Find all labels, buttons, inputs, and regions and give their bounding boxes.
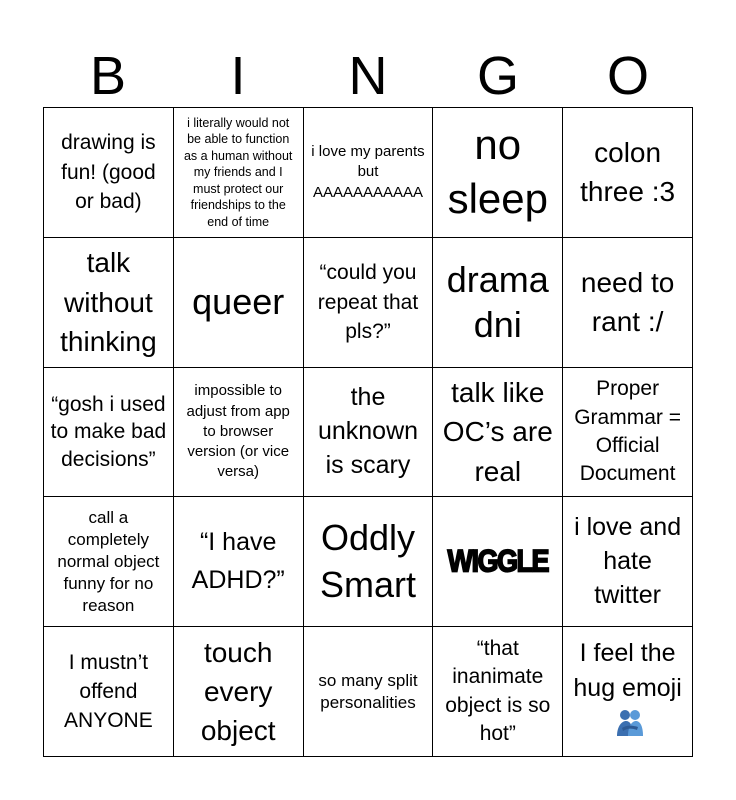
wiggle-text: WIGGLE (447, 543, 549, 579)
bingo-cell[interactable] (44, 238, 174, 368)
cell-text: drama dni (446, 259, 549, 346)
cell-text: no sleep (447, 120, 548, 223)
bingo-cell[interactable] (563, 368, 693, 498)
bingo-cell[interactable] (174, 108, 304, 238)
bingo-cell[interactable] (433, 368, 563, 498)
cell-text: i love my parents but AAAAAAAAAAA (311, 143, 425, 201)
bingo-cell[interactable] (563, 108, 693, 238)
cell-text: talk like OC’s are real (442, 377, 553, 487)
cell-text: impossible to adjust from app to browser version (or vice versa) (186, 382, 290, 481)
bingo-cell[interactable] (174, 627, 304, 757)
cell-text: colon three :3 (580, 137, 676, 208)
people-hugging-svg (614, 706, 646, 738)
bingo-cell[interactable] (433, 627, 563, 757)
bingo-cell[interactable] (433, 238, 563, 368)
bingo-cell[interactable] (174, 497, 304, 627)
bingo-cell[interactable] (44, 368, 174, 498)
cell-text: “that inanimate object is so hot” (445, 636, 551, 745)
bingo-cell[interactable] (44, 497, 174, 627)
cell-text: “could you repeat that pls?” (317, 261, 419, 343)
bingo-cell[interactable] (44, 627, 174, 757)
cell-text: call a completely normal object funny for no reason (57, 507, 160, 615)
bingo-cell[interactable] (44, 108, 174, 238)
cell-text: talk without thinking (60, 247, 157, 357)
people-hugging-icon (614, 706, 646, 748)
cell-text: the unknown is scary (317, 383, 419, 479)
header-letter-g: G (476, 46, 519, 106)
cell-text: I feel the hug emoji (573, 638, 682, 702)
cell-text: Proper Grammar = Official Document (574, 377, 681, 486)
bingo-cell[interactable] (304, 627, 434, 757)
bingo-cell[interactable] (174, 368, 304, 498)
bingo-cell[interactable] (563, 238, 693, 368)
cell-text: so many split personalities (318, 670, 418, 712)
bingo-cell[interactable] (304, 238, 434, 368)
bingo-cell[interactable] (174, 238, 304, 368)
header-letter-i: I (230, 46, 246, 106)
cell-text-with-icon (568, 636, 687, 748)
cell-text: “gosh i used to make bad decisions” (50, 393, 167, 471)
header-letter-n: N (348, 46, 388, 106)
bingo-cell[interactable] (433, 497, 563, 627)
cell-text: need to rant :/ (580, 267, 675, 338)
bingo-header (43, 46, 693, 106)
cell-text: drawing is fun! (good or bad) (61, 131, 156, 214)
cell-text: touch every object (200, 636, 276, 747)
cell-text: i love and hate twitter (574, 513, 682, 609)
cell-text: “I have ADHD?” (191, 528, 285, 594)
cell-text: I mustn’t offend ANYONE (64, 650, 153, 733)
bingo-cell[interactable] (433, 108, 563, 238)
cell-text: queer (192, 280, 285, 322)
bingo-cell[interactable] (304, 497, 434, 627)
bingo-cell[interactable] (563, 627, 693, 757)
cell-text: i literally would not be able to function as a human without my friends and I must protect our friendships to the end of time (183, 115, 293, 229)
header-letter-o: O (606, 46, 649, 106)
bingo-cell[interactable] (563, 497, 693, 627)
bingo-cell[interactable] (304, 108, 434, 238)
bingo-grid (43, 107, 693, 757)
bingo-cell[interactable] (304, 368, 434, 498)
cell-text: Oddly Smart (319, 516, 416, 605)
header-letter-b: B (89, 46, 127, 106)
